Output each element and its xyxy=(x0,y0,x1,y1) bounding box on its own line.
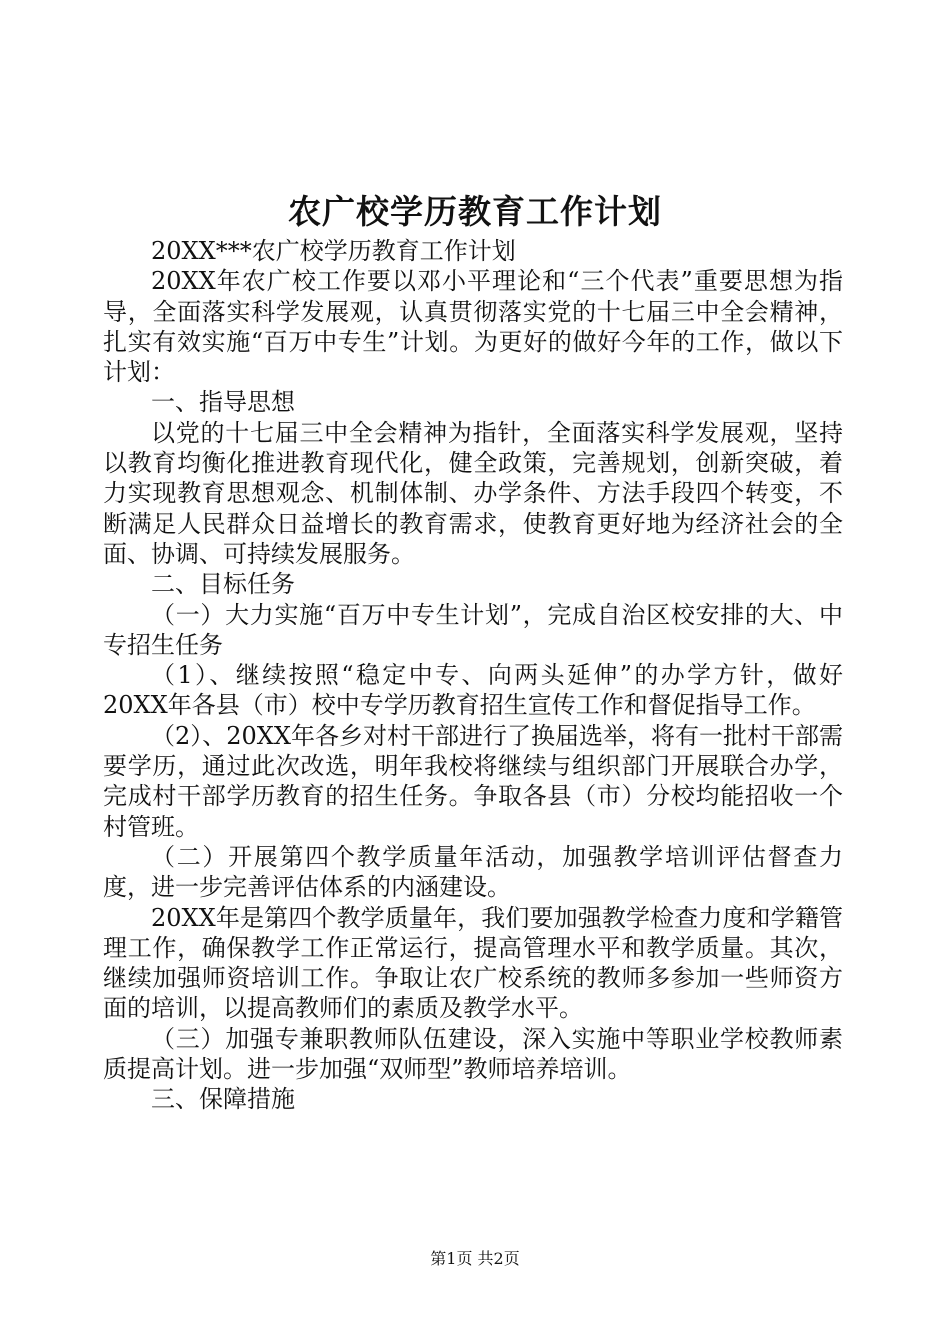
document-title: 农广校学历教育工作计划 xyxy=(288,192,662,231)
section-heading-measures: 三、保障措施 xyxy=(151,1085,295,1114)
paragraph-goal-1-item-1: （1）、继续按照“稳定中专、向两头延伸”的办学方针，做好20XX年各县（市）校中专学历教育招生宣传工作和督促指导工作。 xyxy=(103,661,843,720)
paragraph-goal-3: （三）加强专兼职教师队伍建设，深入实施中等职业学校教师素质提高计划。进一步加强“双师型”教师培养培训。 xyxy=(103,1024,843,1084)
paragraph-goal-1-item-2: （2）、20XX年各乡对村干部进行了换届选举，将有一批村干部需要学历，通过此次改选，明年我校将继续与组织部门开展联合办学，完成村干部学历教育的招生任务。争取各县（市）分校均能招收一个村管班。 xyxy=(103,721,843,841)
paragraph-goal-2-detail: 20XX年是第四个教学质量年，我们要加强教学检查力度和学籍管理工作，确保教学工作正常运行，提高管理水平和教学质量。其次，继续加强师资培训工作。争取让农广校系统的教师多参加一些师资方面的培训，以提高教师们的素质及教学水平。 xyxy=(103,903,843,1023)
section-heading-guiding-thought: 一、指导思想 xyxy=(151,388,295,417)
paragraph-goal-2: （二）开展第四个教学质量年活动，加强教学培训评估督查力度，进一步完善评估体系的内涵建设。 xyxy=(103,842,843,902)
paragraph-guiding-thought: 以党的十七届三中全会精神为指针，全面落实科学发展观，坚持以教育均衡化推进教育现代化，健全政策，完善规划，创新突破，着力实现教育思想观念、机制体制、办学条件、方法手段四个转变，不断满足人民群众日益增长的教育需求，使教育更好地为经济社会的全面、协调、可持续发展服务。 xyxy=(103,418,843,568)
page-footer: 第1页 共2页 xyxy=(430,1249,520,1268)
paragraph-goal-1: （一）大力实施“百万中专生计划”，完成自治区校安排的大、中专招生任务 xyxy=(103,600,843,659)
paragraph-intro: 20XX年农广校工作要以邓小平理论和“三个代表”重要思想为指导，全面落实科学发展观，认真贯彻落实党的十七届三中全会精神，扎实有效实施“百万中专生”计划。为更好的做好今年的工作，做以下计划： xyxy=(103,267,843,387)
section-heading-goals: 二、目标任务 xyxy=(151,570,295,599)
document-body xyxy=(103,236,843,1115)
paragraph-subtitle: 20XX***农广校学历教育工作计划 xyxy=(151,237,516,265)
